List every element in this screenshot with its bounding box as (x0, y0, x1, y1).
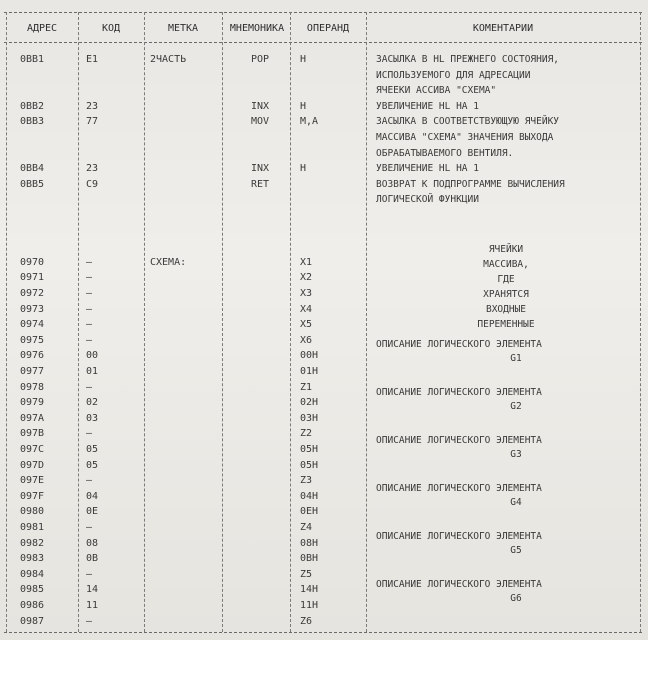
comment-cell: ИСПОЛЬЗУЕМОГО ДЛЯ АДРЕСАЦИИ (376, 69, 531, 81)
code-cell: 04 (86, 490, 99, 502)
table-bottom-rule (4, 632, 642, 633)
array-note-line: ГДЕ (497, 274, 515, 285)
operand-cell: Z1 (300, 381, 313, 393)
address-cell: 0987 (20, 615, 45, 627)
comment-cell: ЛОГИЧЕСКОЙ ФУНКЦИИ (376, 194, 479, 206)
comment-cell: ЗАСЫЛКА В СООТВЕТСТВУЮЩУЮ ЯЧЕЙКУ (376, 116, 560, 128)
comment-cell: ОБРАБАТЫВАЕМОГО ВЕНТИЛЯ. (376, 147, 514, 159)
header-mnemonic: МНЕМОНИКА (229, 23, 285, 34)
table-row (0, 364, 648, 380)
code-cell: 23 (86, 163, 99, 175)
code-cell: C9 (86, 178, 99, 190)
operand-cell: 05H (300, 444, 319, 455)
mnemonic-cell: INX (250, 100, 270, 112)
operand-cell: X1 (300, 256, 313, 268)
address-cell: 0BB1 (20, 54, 45, 65)
address-cell: 097F (20, 490, 45, 502)
address-cell: 0974 (20, 319, 45, 331)
comment-cell: ЗАСЫЛКА В HL ПРЕЖНЕГО СОСТОЯНИЯ, (376, 54, 560, 65)
array-note-line: ХРАНЯТСЯ (483, 289, 529, 300)
comment-cell: ЯЧЕЕКИ АССИВА "СХЕМА" (376, 85, 497, 97)
code-cell: — (86, 319, 93, 331)
address-cell: 097D (20, 459, 45, 471)
address-cell: 0980 (20, 506, 45, 518)
code-cell: — (86, 381, 93, 393)
element-comment-title: ОПИСАНИЕ ЛОГИЧЕСКОГО ЭЛЕМЕНТА (376, 483, 542, 494)
comment-cell: МАССИВА "СХЕМА" ЗНАЧЕНИЯ ВЫХОДА (376, 132, 554, 143)
address-cell: 097C (20, 444, 45, 455)
operand-cell: 14H (300, 584, 319, 596)
address-cell: 097E (20, 475, 45, 487)
table-row (0, 52, 648, 68)
element-comment-title: ОПИСАНИЕ ЛОГИЧЕСКОГО ЭЛЕМЕНТА (376, 531, 542, 542)
address-cell: 0BB5 (20, 178, 45, 190)
operand-cell: Z2 (300, 428, 313, 440)
address-cell: 0975 (20, 334, 45, 346)
code-cell: — (86, 428, 93, 440)
element-comment-title: ОПИСАНИЕ ЛОГИЧЕСКОГО ЭЛЕМЕНТА (376, 387, 542, 398)
operand-cell: 04H (300, 490, 319, 502)
operand-cell: 0BH (300, 553, 319, 565)
code-cell: 77 (86, 116, 99, 128)
address-cell: 0982 (20, 537, 45, 549)
element-comment-title: ОПИСАНИЕ ЛОГИЧЕСКОГО ЭЛЕМЕНТА (376, 339, 542, 350)
operand-cell: X6 (300, 334, 313, 346)
table-row (0, 192, 648, 208)
address-cell: 0BB3 (20, 116, 45, 128)
address-cell: 0971 (20, 272, 45, 284)
operand-cell: 03H (300, 412, 319, 424)
operand-cell: X4 (300, 303, 313, 315)
code-cell: 14 (86, 584, 99, 596)
operand-cell: Z4 (300, 522, 313, 533)
operand-cell: 02H (300, 397, 319, 409)
address-cell: 0BB2 (20, 100, 45, 112)
comment-cell: УВЕЛИЧЕНИЕ HL НА 1 (376, 100, 479, 112)
code-cell: 01 (86, 366, 99, 377)
element-comment-id: G4 (510, 497, 522, 508)
header-comment: КОМЕНТАРИИ (472, 23, 534, 34)
address-cell: 0978 (20, 381, 45, 393)
element-comment-g1 (376, 338, 636, 366)
code-cell: — (86, 272, 93, 284)
code-cell: 00 (86, 350, 99, 362)
mnemonic-cell: RET (250, 178, 270, 190)
address-cell: 0970 (20, 256, 45, 268)
operand-cell: Z6 (300, 615, 313, 627)
operand-cell: X5 (300, 319, 313, 331)
address-cell: 0984 (20, 568, 45, 580)
operand-cell: Z3 (300, 475, 313, 487)
code-cell: 0E (86, 506, 99, 518)
address-cell: 0973 (20, 303, 45, 315)
element-comment-title: ОПИСАНИЕ ЛОГИЧЕСКОГО ЭЛЕМЕНТА (376, 435, 542, 446)
label-cell: 2ЧАСТЬ (150, 54, 187, 65)
address-cell: 0981 (20, 522, 45, 533)
operand-cell: H (300, 163, 307, 175)
table-row (0, 208, 648, 224)
element-comment-g3 (376, 434, 636, 462)
code-cell: 03 (86, 412, 99, 424)
element-comment-id: G2 (510, 401, 522, 412)
operand-cell: Z5 (300, 568, 313, 580)
array-note-line: МАССИВА, (483, 259, 529, 270)
code-cell: — (86, 522, 93, 533)
header-code: КОД (101, 23, 121, 34)
operand-cell: 01H (300, 366, 319, 377)
operand-cell: 08H (300, 537, 319, 549)
address-cell: 0976 (20, 350, 45, 362)
element-comment-id: G1 (510, 353, 522, 364)
code-cell: — (86, 475, 93, 487)
operand-cell: 00H (300, 350, 319, 362)
table-top-rule (4, 12, 642, 13)
element-comment-id: G3 (510, 449, 522, 460)
code-cell: — (86, 334, 93, 346)
code-cell: 23 (86, 100, 99, 112)
table-row (0, 114, 648, 130)
operand-cell: 05H (300, 459, 319, 471)
array-note-line: ЯЧЕЙКИ (488, 244, 524, 255)
address-cell: 0972 (20, 288, 45, 299)
header-operand: ОПЕРАНД (306, 23, 350, 34)
address-cell: 0985 (20, 584, 45, 596)
array-note (376, 242, 636, 332)
header-bottom-rule (4, 42, 642, 43)
code-cell: 08 (86, 537, 99, 549)
operand-cell: X2 (300, 272, 313, 284)
array-note-line: ВХОДНЫЕ (485, 304, 527, 315)
comment-cell: УВЕЛИЧЕНИЕ HL НА 1 (376, 163, 479, 175)
code-cell: 05 (86, 444, 99, 455)
address-cell: 097B (20, 428, 45, 440)
element-comment-g2 (376, 386, 636, 414)
label-cell: СХЕМА: (150, 256, 187, 268)
table-row (0, 83, 648, 99)
code-cell: 02 (86, 397, 99, 409)
table-row (0, 161, 648, 177)
table-row (0, 146, 648, 162)
element-comment-title: ОПИСАНИЕ ЛОГИЧЕСКОГО ЭЛЕМЕНТА (376, 579, 542, 590)
code-cell: — (86, 303, 93, 315)
element-comment-g4 (376, 482, 636, 510)
table-row (0, 177, 648, 193)
array-note-line: ПЕРЕМЕННЫЕ (477, 319, 535, 330)
code-cell: — (86, 568, 93, 580)
header-address: АДРЕС (26, 23, 58, 34)
code-cell: — (86, 288, 93, 299)
operand-cell: H (300, 100, 307, 112)
operand-cell: 0EH (300, 506, 319, 518)
mnemonic-cell: MOV (250, 116, 270, 128)
code-cell: — (86, 256, 93, 268)
header-label: МЕТКА (167, 23, 199, 34)
table-row (0, 224, 648, 240)
operand-cell: H (300, 54, 307, 65)
element-comment-g6 (376, 578, 636, 606)
table-row (0, 99, 648, 115)
code-cell: 05 (86, 459, 99, 471)
address-cell: 0BB4 (20, 163, 45, 175)
address-cell: 0977 (20, 366, 45, 377)
code-cell: 0B (86, 553, 99, 565)
comment-cell: ВОЗВРАТ К ПОДПРОГРАММЕ ВЫЧИСЛЕНИЯ (376, 178, 565, 190)
mnemonic-cell: POP (250, 54, 270, 65)
address-cell: 0983 (20, 553, 45, 565)
operand-cell: M,A (300, 116, 319, 128)
code-cell: — (86, 615, 93, 627)
address-cell: 097A (20, 412, 45, 424)
table-row (0, 614, 648, 630)
table-row (0, 130, 648, 146)
element-comment-g5 (376, 530, 636, 558)
address-cell: 0979 (20, 397, 45, 409)
code-cell: 11 (86, 600, 99, 611)
mnemonic-cell: INX (250, 163, 270, 175)
element-comment-id: G5 (510, 545, 522, 556)
operand-cell: 11H (300, 600, 319, 611)
element-comment-id: G6 (510, 593, 522, 604)
code-cell: E1 (86, 54, 99, 65)
address-cell: 0986 (20, 600, 45, 611)
table-row (0, 68, 648, 84)
operand-cell: X3 (300, 288, 313, 299)
